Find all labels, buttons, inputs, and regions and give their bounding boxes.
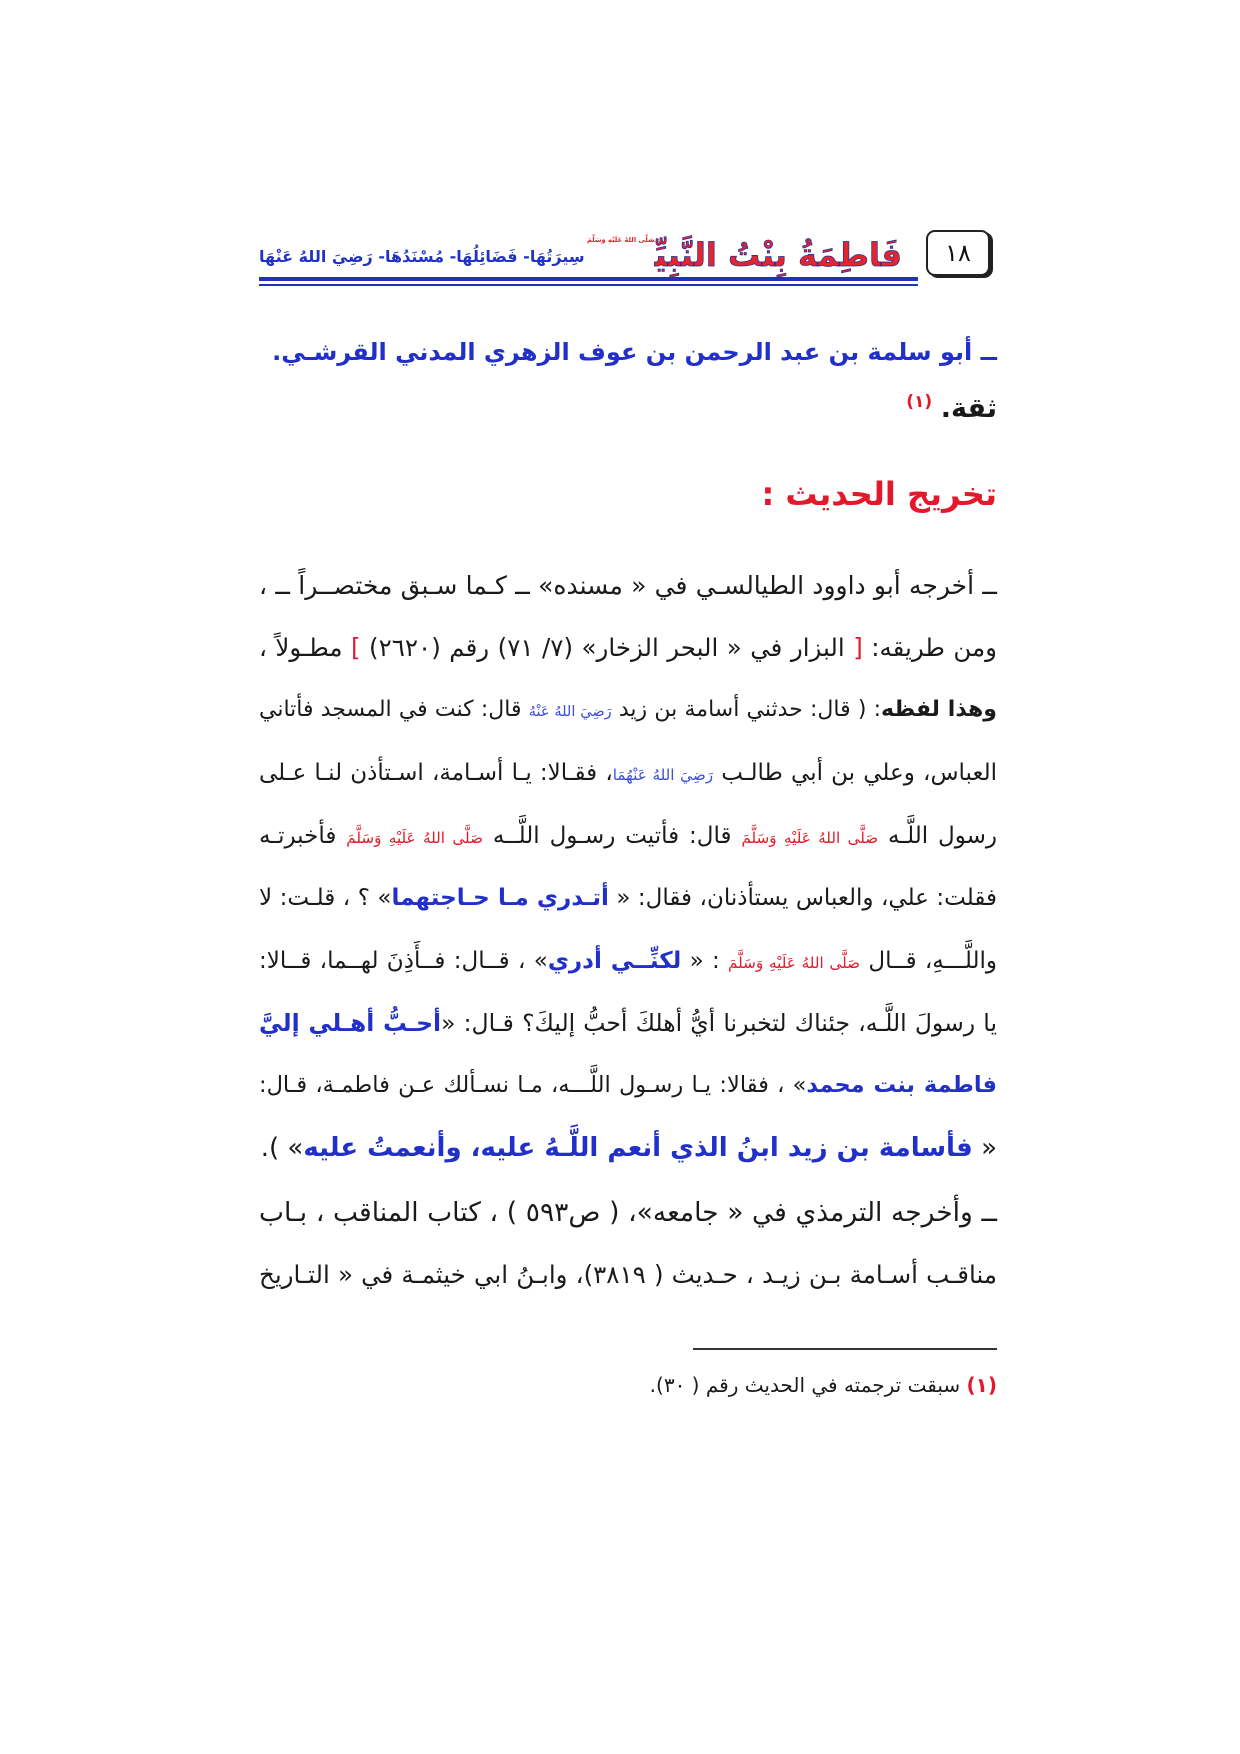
- text-line: [259, 1126, 997, 1170]
- footnote-number: (١): [966, 1373, 997, 1397]
- text-segment: : ( قال: حدثني أسامة بن زيد: [611, 697, 882, 722]
- text-segment: «: [972, 1133, 997, 1163]
- text-segment: فقلت: علي، والعباس يستأذنان، فقال: «: [608, 885, 997, 911]
- narrator-name: ــ أبو سلمة بن عبد الرحمن بن عوف الزهري المدني القرشـي.: [272, 338, 997, 366]
- narrator-grade-line: [259, 380, 997, 424]
- narrator-grade: ثقة.: [940, 393, 997, 424]
- salutation: صَلَّى اللهُ عَلَيْهِ وَسَلَّمَ: [728, 954, 861, 972]
- text-segment: العباس، وعلي بن أبي طالـب: [713, 760, 997, 786]
- text-line: [259, 1001, 997, 1045]
- bold-label: وهذا لفظه: [881, 697, 997, 722]
- text-line: [259, 1191, 997, 1235]
- section-heading: تخريج الحديث :: [761, 475, 997, 513]
- book-subtitle: سِيرَتُهَا- فَضَائِلُهَا- مُسْنَدُهَا- رَضِيَ اللهُ عَنْهَا: [259, 247, 585, 266]
- text-line: [259, 688, 997, 732]
- text-segment: » ، فقالا: يـا رسـول اللَّـــه، مـا نسـألك عـن فاطمـة، قـال:: [259, 1072, 807, 1098]
- salutation: صَلَّى اللهُ عَلَيْهِ وَسَلَّمَ: [741, 829, 879, 847]
- footnote-text: سبقت ترجمته في الحديث رقم ( ٣٠).: [649, 1373, 967, 1397]
- book-title-text: فَاطِمَةُ بِنْتُ النَّبِيِّ: [654, 236, 902, 275]
- footnote: [259, 1368, 997, 1402]
- text-line: [259, 814, 997, 858]
- hadith-quote: فأسامة بن زيد ابنُ الذي أنعم اللَّـهُ عليه، وأنعمتُ عليه: [303, 1133, 973, 1163]
- salutation: صَلَّى اللهُ عَلَيْهِ وَسَلَّمَ: [346, 829, 483, 847]
- text-segment: يا رسولَ اللَّـه، جئناك لتخبرنا أيُّ أهلكَ أحبُّ إليكَ؟ قـال: «: [441, 1009, 997, 1037]
- text-segment: مناقـب أسـامة بـن زيـد ، حـديث ( ٣٨١٩)، وابـنُ ابي خيثمـة في « التـاريخ: [259, 1260, 998, 1289]
- text-segment: قال: كنت في المسجد فأتاني: [259, 697, 529, 722]
- text-segment: قال: فأتيت رسـول اللَّــه: [482, 823, 742, 849]
- text-line: [259, 751, 997, 795]
- bracket-open: [: [853, 633, 863, 662]
- bracket-close: ]: [350, 633, 361, 662]
- text-segment: واللَّـــهِ، قــال: [860, 948, 997, 974]
- text-segment: رسول اللَّـه: [878, 823, 997, 849]
- running-header: [259, 194, 902, 274]
- text-segment: » ؟ ، قلـت: لا: [259, 885, 392, 911]
- hadith-quote: أحـبُّ أهـلي إليَّ: [259, 1009, 442, 1037]
- text-segment: ومن طريقه:: [862, 633, 997, 662]
- text-line: [259, 564, 997, 608]
- text-segment: ــ أخرجه أبو داوود الطيالسـي في « مسنده» ــ كـما سـبق مختصــراً ــ ،: [259, 571, 997, 600]
- text-segment: فأخبرتـه: [259, 823, 347, 849]
- narrator-line: [259, 330, 997, 374]
- book-title: [587, 237, 902, 274]
- text-line: [259, 1253, 997, 1297]
- hadith-quote: فاطمة بنت محمد: [806, 1072, 997, 1098]
- page-number: ١٨: [926, 230, 990, 276]
- salutation-mark: صَلَّى اللهُ عَلَيْهِ وَسَلَّمَ: [586, 236, 655, 245]
- text-line: [259, 1063, 997, 1107]
- footnote-reference: (١): [906, 392, 933, 412]
- text-segment: ــ وأخرجه الترمذي في « جامعه»، ( ص٥٩٣ ) ، كتاب المناقب ، بـاب: [259, 1197, 997, 1228]
- hadith-quote: أتـدري مـا حـاجتهما: [391, 885, 609, 911]
- text-segment: » ).: [260, 1133, 304, 1163]
- text-segment: : «: [681, 948, 729, 974]
- text-line: [259, 876, 997, 920]
- honorific: رَضِيَ اللهُ عَنْهُمَا: [612, 766, 714, 784]
- text-segment: ، فقـالا: يـا أسـامة، اسـتأذن لنـا عـلى: [259, 760, 613, 786]
- text-segment: مطـولاً ،: [259, 633, 351, 662]
- text-segment: » ، قــال: فــأَذِنَ لهــما، قــالا:: [259, 948, 548, 974]
- header-rule: [259, 277, 918, 281]
- hadith-quote: لكنِّــي أدري: [547, 948, 682, 974]
- text-segment: البزار في « البحر الزخار» (٧/ ٧١) رقم (٢٦٢٠): [360, 633, 854, 662]
- honorific: رَضِيَ اللهُ عَنْهُ: [528, 704, 612, 720]
- header-rule-thin: [259, 284, 918, 286]
- text-line: [259, 626, 997, 670]
- footnote-separator: [693, 1348, 997, 1350]
- text-line: [259, 939, 997, 983]
